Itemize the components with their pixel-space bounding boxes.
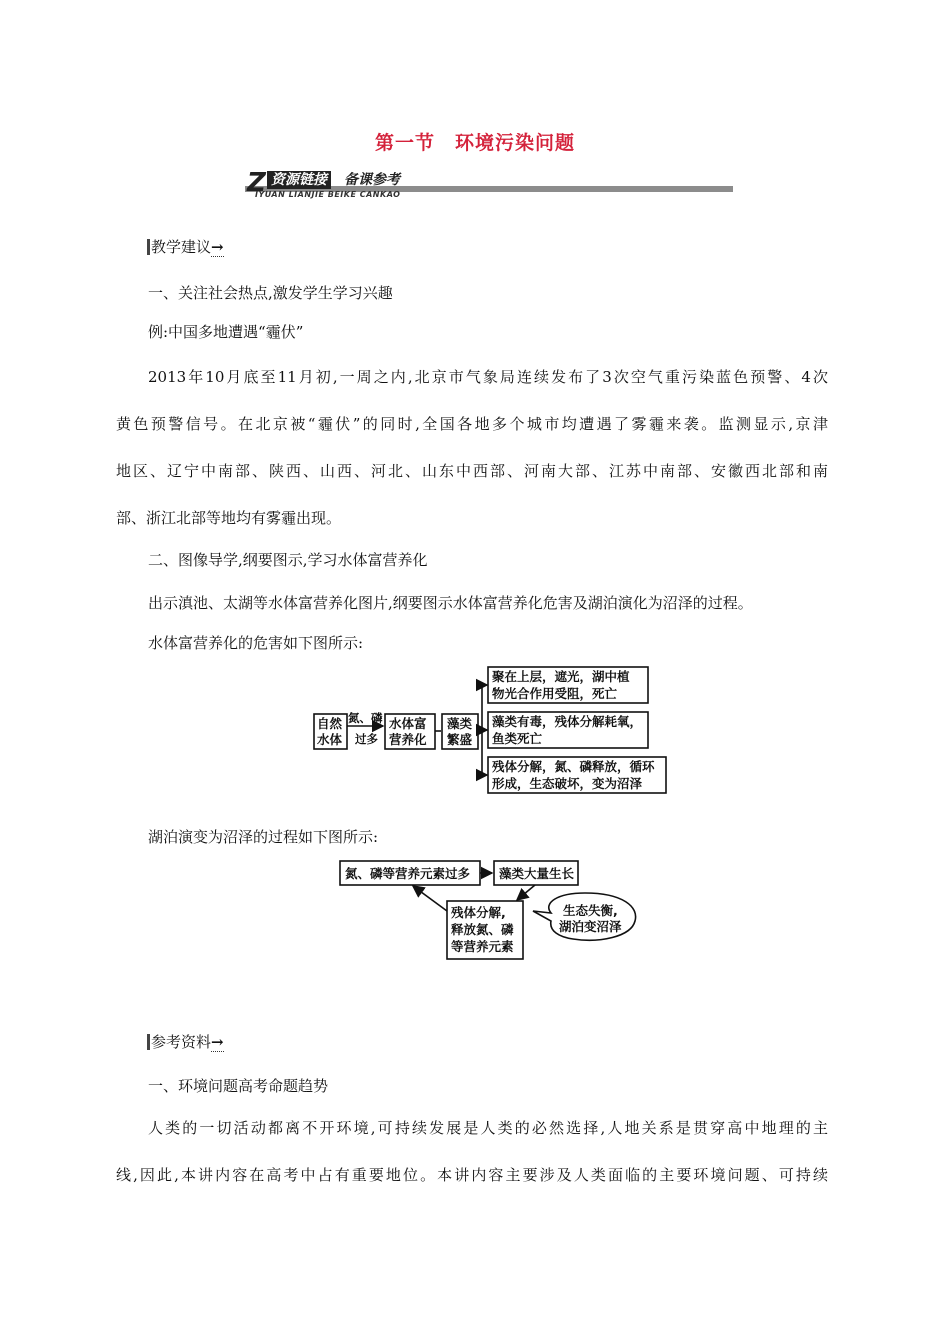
section-marker	[147, 1034, 150, 1050]
decomposition-line-3: 等营养元素	[451, 939, 514, 954]
algae-growth-label: 藻类大量生长	[499, 866, 575, 881]
paragraph-line: 部、浙江北部等地均有雾霾出现。	[116, 509, 342, 527]
banner-logo-letter: Z	[247, 168, 266, 198]
label-nitrogen-phosphorus: 氮、磷	[348, 711, 383, 725]
item-heading: 一、关注社会热点,激发学生学习兴趣	[148, 284, 393, 302]
lake-to-marsh-diagram	[337, 859, 647, 963]
section-heading-reference	[147, 1031, 224, 1051]
effect-3-line-2: 形成，生态破坏，变为沼泽	[492, 776, 643, 791]
item-heading: 二、图像导学,纲要图示,学习水体富营养化	[148, 551, 428, 569]
banner-secondary-label: 备课参考	[344, 172, 400, 188]
paragraph-line: 黄色预警信号。在北京被“霾伏”的同时,全国各地多个城市均遭遇了雾霾来袭。监测显示,京津	[116, 415, 828, 433]
paragraph-line: 地区、辽宁中南部、陕西、山西、河北、山东中西部、河南大部、江苏中南部、安徽西北部和南	[116, 462, 828, 480]
decomposition-line-1: 残体分解,	[451, 905, 506, 920]
section-heading-label: 参考资料	[151, 1033, 212, 1051]
result-line-2: 湖泊变沼泽	[559, 919, 622, 934]
label-algae: 藻类	[447, 716, 473, 731]
arrow-right-icon: →	[211, 238, 224, 256]
label-natural: 自然	[317, 716, 343, 731]
eutrophication-diagram	[312, 664, 672, 796]
item-text: 出示滇池、太湖等水体富营养化图片,纲要图示水体富营养化危害及湖泊演化为沼泽的过程。	[148, 594, 753, 612]
section-marker	[147, 239, 150, 255]
section-heading-teaching	[147, 236, 224, 256]
effect-1-line-2: 物光合作用受阻，死亡	[492, 686, 618, 701]
paragraph-exam-trend	[116, 1118, 828, 1212]
page-title: 第一节 环境污染问题	[374, 132, 575, 154]
label-water: 水体	[317, 732, 343, 747]
effect-3-line-1: 残体分解，氮、磷释放，循环	[492, 759, 655, 774]
banner-primary-label: 资源链接	[267, 171, 331, 189]
label-eutro-1: 水体富	[389, 716, 427, 731]
item-heading: 一、环境问题高考命题趋势	[148, 1077, 329, 1095]
diagram-caption: 湖泊演变为沼泽的过程如下图所示:	[148, 828, 379, 846]
diagram-caption: 水体富营养化的危害如下图所示:	[148, 634, 364, 652]
banner-subtitle: IYUAN LIANJIE BEIKE CANKAO	[255, 190, 401, 199]
result-line-1: 生态失衡,	[563, 903, 618, 918]
effect-1-line-1: 聚在上层，遮光，湖中植	[492, 669, 630, 684]
paragraph-line: 线,因此,本讲内容在高考中占有重要地位。本讲内容主要涉及人类面临的主要环境问题、可持续	[116, 1166, 828, 1184]
label-bloom: 繁盛	[447, 732, 473, 747]
nutrients-label: 氮、磷等营养元素过多	[345, 866, 471, 881]
effect-2-line-2: 鱼类死亡	[492, 731, 543, 746]
resource-banner	[245, 168, 733, 198]
label-eutro-2: 营养化	[389, 732, 427, 747]
example-line: 例:中国多地遭遇“霾伏”	[148, 323, 304, 341]
arrow-line	[517, 885, 535, 900]
paragraph-line: 人类的一切活动都离不开环境,可持续发展是人类的必然选择,人地关系是贯穿高中地理的主	[148, 1119, 828, 1137]
label-excess: 过多	[355, 732, 378, 746]
arrow-right-icon: →	[211, 1033, 224, 1051]
arrow-line	[413, 886, 447, 911]
paragraph-haze	[116, 367, 828, 555]
paragraph-line: 2013年10月底至11月初,一周之内,北京市气象局连续发布了3次空气重污染蓝色预警、4次	[148, 368, 828, 386]
section-heading-label: 教学建议	[151, 238, 212, 256]
effect-2-line-1: 藻类有毒，残体分解耗氧，	[492, 714, 643, 729]
decomposition-line-2: 释放氮、磷	[451, 922, 514, 937]
